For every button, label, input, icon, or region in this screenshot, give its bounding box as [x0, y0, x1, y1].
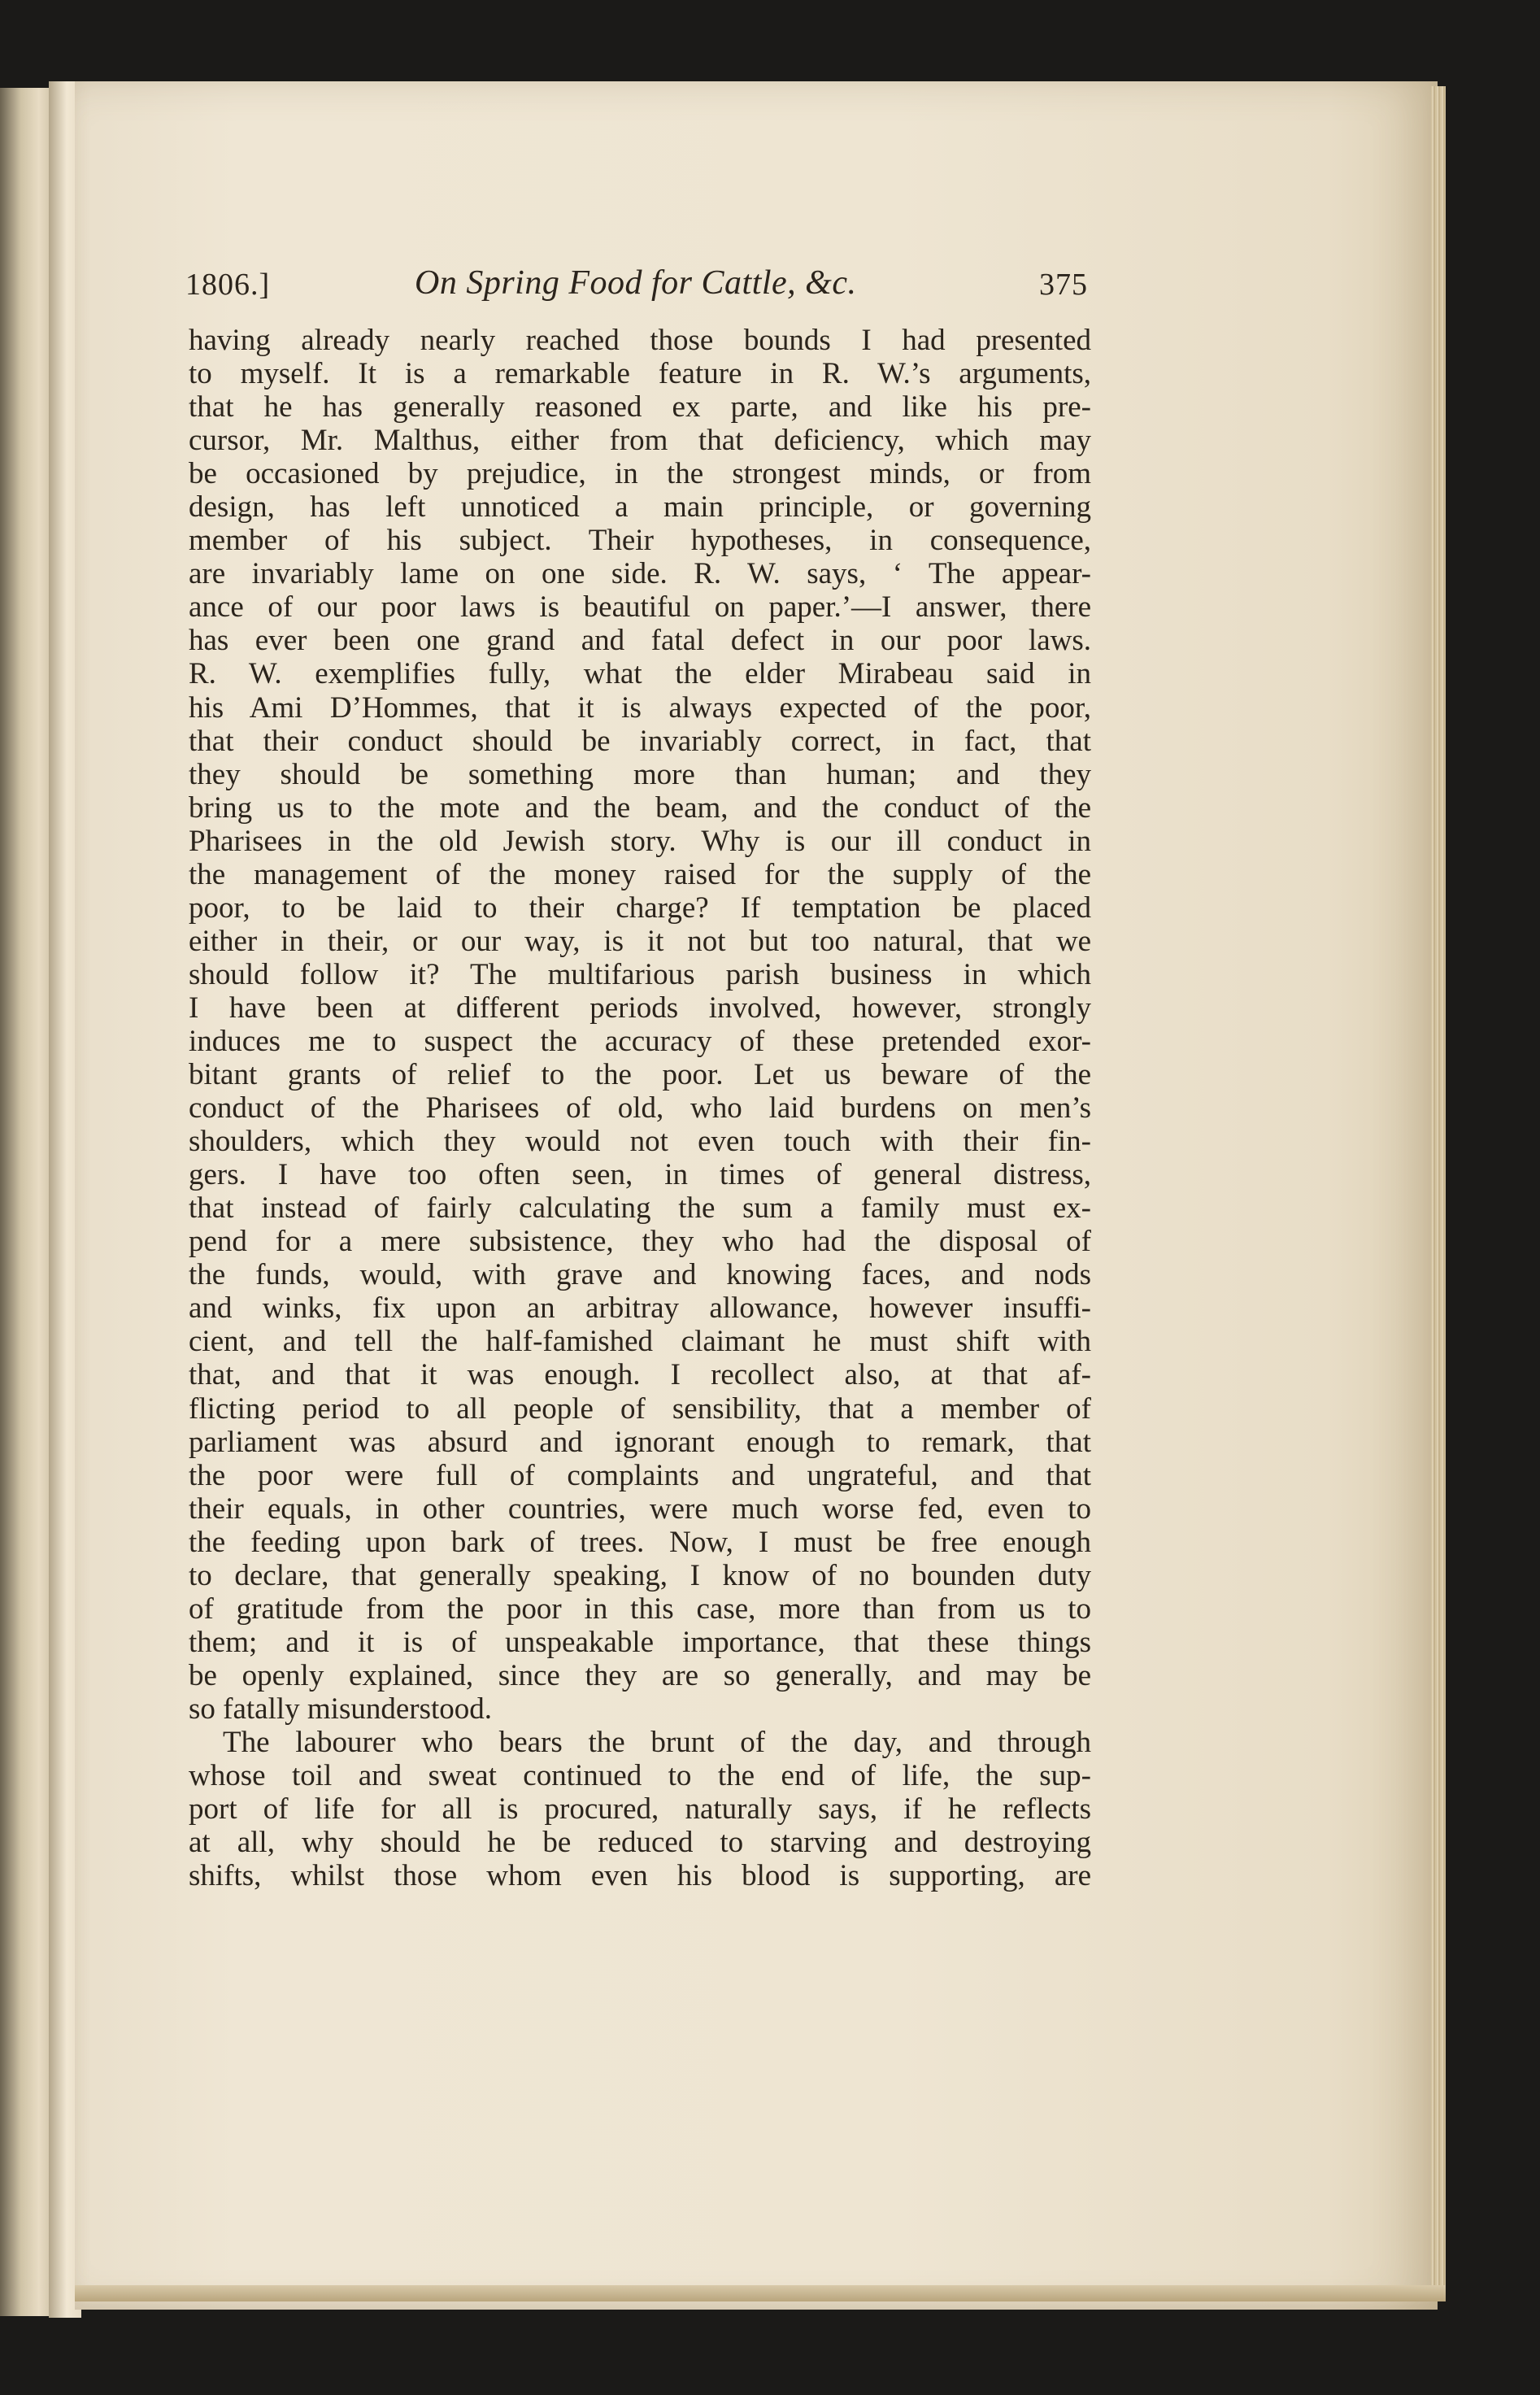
text-line: they should be something more than human; and they [189, 757, 1091, 791]
text-line: shifts, whilst those whom even his blood is supporting, are [189, 1859, 1091, 1893]
facing-page-edge [0, 88, 52, 2316]
text-line: induces me to suspect the accuracy of these pretended exor- [189, 1024, 1091, 1058]
header-year: 1806.] [185, 268, 271, 302]
text-line: to declare, that generally speaking, I know of no bounden duty [189, 1558, 1091, 1592]
text-line: flicting period to all people of sensibility, that a member of [189, 1391, 1091, 1426]
page-stack-edge [1431, 86, 1446, 2298]
text-line: his Ami D’Hommes, that it is always expected of the poor, [189, 690, 1091, 725]
text-line: are invariably lame on one side. R. W. says, ‘ The appear- [189, 557, 1091, 591]
text-line: that instead of fairly calculating the sum a family must ex- [189, 1191, 1091, 1226]
text-line: at all, why should he be reduced to starving and destroying [189, 1826, 1091, 1860]
text-line: of gratitude from the poor in this case, more than from us to [189, 1592, 1091, 1626]
text-line: member of his subject. Their hypotheses, in consequence, [189, 524, 1091, 558]
text-line: whose toil and sweat continued to the end of life, the sup- [189, 1759, 1091, 1793]
text-line: their equals, in other countries, were much worse fed, even to [189, 1491, 1091, 1526]
text-line: pend for a mere subsistence, they who had the disposal of [189, 1225, 1091, 1259]
text-line: port of life for all is procured, naturally says, if he reflects [189, 1792, 1091, 1827]
text-line: be openly explained, since they are so generally, and may be [189, 1658, 1091, 1692]
text-line: conduct of the Pharisees of old, who laid burdens on men’s [189, 1091, 1091, 1126]
page-bottom-edge [75, 2285, 1446, 2301]
text-line: that he has generally reasoned ex parte, and like his pre- [189, 390, 1091, 425]
text-line: R. W. exemplifies fully, what the elder Mirabeau said in [189, 657, 1091, 691]
text-line: design, has left unnoticed a main principle, or governing [189, 490, 1091, 525]
text-line: that, and that it was enough. I recollect also, at that af- [189, 1358, 1091, 1392]
running-header [185, 262, 1088, 311]
text-line: to myself. It is a remarkable feature in R. W.’s arguments, [189, 357, 1091, 391]
text-line: The labourer who bears the brunt of the day, and through [223, 1725, 1091, 1759]
text-line: the poor were full of complaints and ungrateful, and that [189, 1458, 1091, 1492]
text-line: the management of the money raised for the supply of the [189, 857, 1091, 891]
text-line: and winks, fix upon an arbitray allowance, however insuffi- [189, 1291, 1091, 1326]
text-line: having already nearly reached those bounds I had presented [189, 324, 1091, 357]
text-line: them; and it is of unspeakable importance, that these things [189, 1625, 1091, 1659]
text-line: cursor, Mr. Malthus, either from that deficiency, which may [189, 424, 1091, 458]
text-line: be occasioned by prejudice, in the strongest minds, or from [189, 457, 1091, 491]
text-line: cient, and tell the half-famished claimant he must shift with [189, 1325, 1091, 1359]
text-line: gers. I have too often seen, in times of general distress, [189, 1158, 1091, 1192]
text-line: poor, to be laid to their charge? If temptation be placed [189, 891, 1091, 925]
text-line: Pharisees in the old Jewish story. Why is our ill conduct in [189, 824, 1091, 858]
text-line: either in their, or our way, is it not but too natural, that we [189, 924, 1091, 958]
text-line: should follow it? The multifarious parish business in which [189, 957, 1091, 991]
text-line: I have been at different periods involved, however, strongly [189, 991, 1091, 1025]
header-running-title: On Spring Food for Cattle, &c. [415, 264, 857, 302]
page-number: 375 [1039, 268, 1088, 302]
body-text [189, 324, 1091, 1892]
text-line: the funds, would, with grave and knowing faces, and nods [189, 1258, 1091, 1292]
text-line: has ever been one grand and fatal defect in our poor laws. [189, 624, 1091, 658]
text-line: that their conduct should be invariably correct, in fact, that [189, 724, 1091, 758]
text-line: bitant grants of relief to the poor. Let us beware of the [189, 1058, 1091, 1092]
text-line: the feeding upon bark of trees. Now, I must be free enough [189, 1525, 1091, 1559]
text-line: bring us to the mote and the beam, and the conduct of the [189, 790, 1091, 825]
text-line: so fatally misunderstood. [189, 1692, 493, 1726]
text-line: parliament was absurd and ignorant enough to remark, that [189, 1425, 1091, 1459]
text-line: shoulders, which they would not even touch with their fin- [189, 1125, 1091, 1159]
text-line: ance of our poor laws is beautiful on paper.’—I answer, there [189, 590, 1091, 625]
